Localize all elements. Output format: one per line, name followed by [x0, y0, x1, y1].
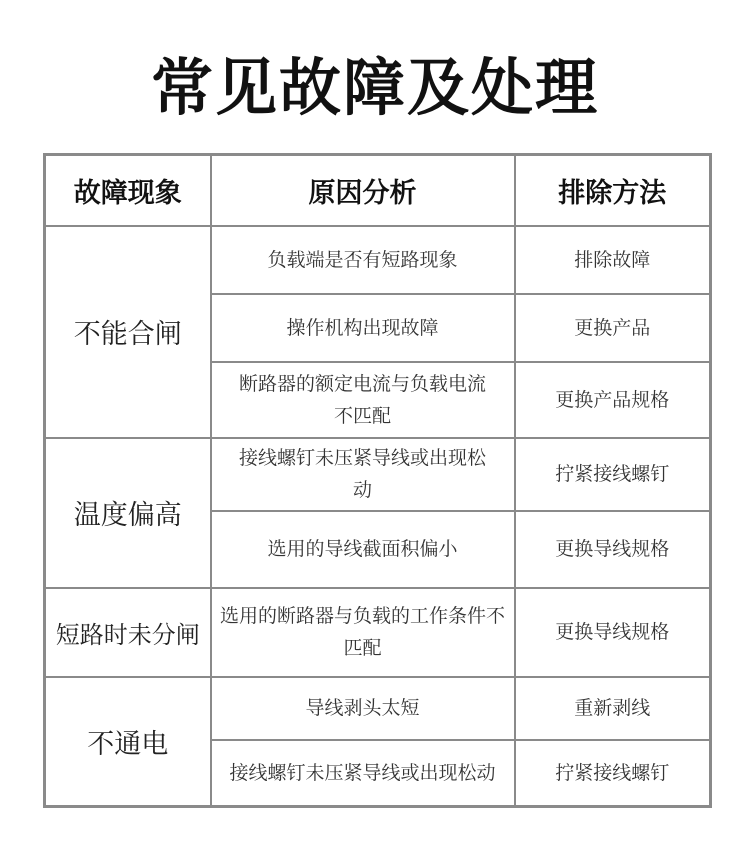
fix-cell: 更换导线规格 — [515, 588, 711, 677]
cause-cell: 选用的导线截面积偏小 — [211, 511, 515, 588]
fix-cell: 拧紧接线螺钉 — [515, 740, 711, 807]
fix-cell: 拧紧接线螺钉 — [515, 438, 711, 511]
table-row — [45, 226, 711, 294]
cause-cell: 接线螺钉未压紧导线或出现松动 — [211, 438, 515, 511]
fix-cell: 更换导线规格 — [515, 511, 711, 588]
table-row — [45, 438, 711, 511]
fix-cell: 更换产品规格 — [515, 362, 711, 438]
fault-table — [43, 153, 712, 808]
fix-cell: 更换产品 — [515, 294, 711, 362]
symptom-cell: 不通电 — [45, 677, 211, 807]
cause-cell: 接线螺钉未压紧导线或出现松动 — [211, 740, 515, 807]
fix-cell: 重新剥线 — [515, 677, 711, 740]
page-title: 常见故障及处理 — [150, 51, 599, 124]
fix-cell: 排除故障 — [515, 226, 711, 294]
cause-cell: 断路器的额定电流与负载电流不匹配 — [211, 362, 515, 438]
header-cause: 原因分析 — [211, 155, 515, 226]
header-row — [45, 155, 711, 226]
cause-cell: 操作机构出现故障 — [211, 294, 515, 362]
cause-cell: 导线剥头太短 — [211, 677, 515, 740]
cause-cell: 选用的断路器与负载的工作条件不匹配 — [211, 588, 515, 677]
header-symptom: 故障现象 — [45, 155, 211, 226]
table-row — [45, 677, 711, 740]
header-fix: 排除方法 — [515, 155, 711, 226]
cause-cell: 负载端是否有短路现象 — [211, 226, 515, 294]
symptom-cell: 温度偏高 — [45, 438, 211, 588]
symptom-cell: 短路时未分闸 — [45, 588, 211, 677]
symptom-cell: 不能合闸 — [45, 226, 211, 438]
table-row — [45, 588, 711, 677]
